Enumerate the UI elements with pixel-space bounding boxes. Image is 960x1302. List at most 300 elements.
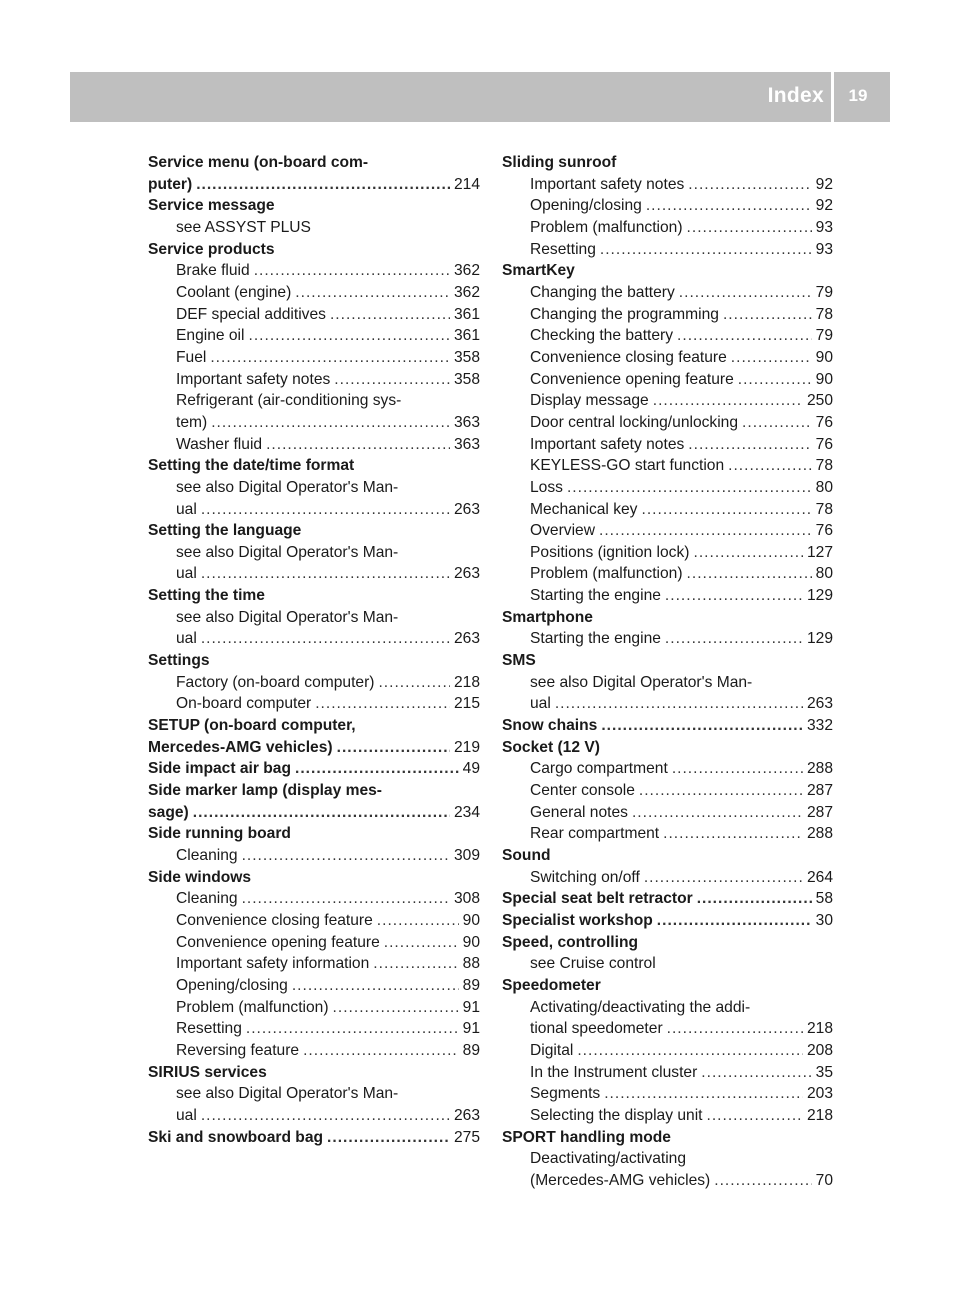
index-subentry bbox=[502, 304, 833, 326]
entry-text: Setting the time bbox=[148, 587, 265, 605]
page-reference: 127 bbox=[806, 543, 833, 561]
dot-leader bbox=[211, 412, 450, 434]
page-reference: 361 bbox=[453, 327, 480, 345]
dot-leader bbox=[378, 672, 450, 694]
index-entry bbox=[502, 152, 833, 174]
index-subentry bbox=[502, 802, 833, 824]
dot-leader bbox=[201, 499, 450, 521]
entry-text: see also Digital Operator's Man- bbox=[176, 1085, 399, 1103]
index-entry bbox=[148, 758, 480, 780]
index-subentry bbox=[502, 390, 833, 412]
index-subentry bbox=[148, 260, 480, 282]
page-reference: 309 bbox=[453, 847, 480, 864]
entry-text: see also Digital Operator's Man- bbox=[176, 608, 399, 626]
dot-leader bbox=[201, 1105, 450, 1127]
index-subentry bbox=[148, 369, 480, 391]
page-reference: 93 bbox=[815, 218, 833, 236]
page-reference: 90 bbox=[815, 370, 833, 388]
index-subentry bbox=[148, 1105, 480, 1127]
page-reference: 263 bbox=[453, 1106, 480, 1124]
entry-text: SIRIUS services bbox=[148, 1063, 267, 1081]
index-subentry bbox=[502, 499, 833, 521]
entry-text: Problem (malfunction) bbox=[530, 565, 683, 583]
index-entry bbox=[502, 737, 833, 759]
index-subentry bbox=[502, 195, 833, 217]
page-reference: 288 bbox=[806, 760, 833, 778]
index-subentry bbox=[502, 1170, 833, 1192]
page-reference: 250 bbox=[806, 392, 833, 410]
index-subentry bbox=[148, 347, 480, 369]
page-reference: 363 bbox=[453, 413, 480, 431]
dot-leader bbox=[334, 369, 450, 391]
entry-text: Speedometer bbox=[502, 976, 601, 994]
index-entry bbox=[148, 737, 480, 759]
dot-leader bbox=[266, 434, 450, 456]
page-reference: 363 bbox=[453, 435, 480, 453]
page-reference: 79 bbox=[815, 283, 833, 301]
page-reference: 264 bbox=[806, 868, 833, 886]
entry-text: Resetting bbox=[176, 1020, 242, 1038]
dot-leader bbox=[303, 1040, 459, 1062]
page-reference: 76 bbox=[815, 435, 833, 453]
page-reference: 35 bbox=[815, 1063, 833, 1081]
index-entry bbox=[502, 910, 833, 932]
entry-text: Positions (ignition lock) bbox=[530, 543, 690, 561]
page-reference: 218 bbox=[806, 1106, 833, 1124]
entry-text: Starting the engine bbox=[530, 587, 661, 605]
index-entry bbox=[502, 975, 833, 997]
index-subentry bbox=[502, 434, 833, 456]
index-subentry bbox=[148, 845, 480, 867]
entry-text: Overview bbox=[530, 522, 595, 540]
dot-leader bbox=[657, 910, 812, 932]
index-subentry bbox=[148, 282, 480, 304]
index-subentry bbox=[502, 563, 833, 585]
entry-text: (Mercedes-AMG vehicles) bbox=[530, 1171, 711, 1189]
index-subentry bbox=[148, 888, 480, 910]
dot-leader bbox=[295, 282, 450, 304]
index-subentry bbox=[502, 412, 833, 434]
entry-text: Setting the language bbox=[148, 522, 302, 540]
dot-leader bbox=[193, 802, 450, 824]
entry-text: On-board computer bbox=[176, 695, 312, 713]
dot-leader bbox=[697, 888, 812, 910]
index-entry bbox=[502, 1127, 833, 1149]
entry-text: Ski and snowboard bag bbox=[148, 1128, 324, 1146]
index-subentry bbox=[148, 434, 480, 456]
dot-leader bbox=[679, 282, 812, 304]
entry-text: KEYLESS-GO start function bbox=[530, 457, 725, 475]
entry-text: General notes bbox=[530, 803, 628, 821]
dot-leader bbox=[249, 325, 450, 347]
page-reference: 80 bbox=[815, 565, 833, 583]
dot-leader bbox=[639, 780, 803, 802]
entry-text: Washer fluid bbox=[176, 435, 263, 453]
index-subentry bbox=[148, 997, 480, 1019]
index-subentry bbox=[148, 304, 480, 326]
page-reference: 208 bbox=[806, 1041, 833, 1059]
entry-text: see Cruise control bbox=[530, 955, 656, 973]
dot-leader bbox=[742, 412, 812, 434]
index-entry bbox=[148, 195, 480, 217]
page-reference: 30 bbox=[815, 911, 833, 929]
index-entry bbox=[502, 932, 833, 954]
entry-text: Snow chains bbox=[502, 717, 598, 735]
index-subentry bbox=[502, 780, 833, 802]
index-entry bbox=[502, 260, 833, 282]
entry-text: see also Digital Operator's Man- bbox=[176, 543, 399, 561]
entry-text: Switching on/off bbox=[530, 868, 640, 886]
entry-text: Convenience opening feature bbox=[176, 933, 380, 951]
index-entry bbox=[502, 715, 833, 737]
index-subentry bbox=[502, 672, 833, 694]
index-column-left bbox=[148, 152, 480, 1148]
index-subentry bbox=[502, 347, 833, 369]
dot-leader bbox=[201, 563, 450, 585]
page-reference: 287 bbox=[806, 803, 833, 821]
entry-text: SPORT handling mode bbox=[502, 1128, 671, 1146]
index-subentry bbox=[502, 628, 833, 650]
index-entry bbox=[502, 888, 833, 910]
page-reference: 76 bbox=[815, 413, 833, 431]
index-subentry bbox=[148, 412, 480, 434]
entry-text: Convenience closing feature bbox=[530, 348, 727, 366]
entry-text: Service message bbox=[148, 197, 275, 215]
entry-text: sage) bbox=[148, 803, 189, 821]
entry-text: In the Instrument cluster bbox=[530, 1063, 698, 1081]
entry-text: Convenience opening feature bbox=[530, 370, 734, 388]
index-subentry bbox=[502, 369, 833, 391]
index-subentry bbox=[148, 975, 480, 997]
index-subentry bbox=[148, 1018, 480, 1040]
dot-leader bbox=[738, 369, 812, 391]
dot-leader bbox=[672, 758, 803, 780]
dot-leader bbox=[242, 845, 450, 867]
page-reference: 89 bbox=[462, 1041, 480, 1059]
index-subentry bbox=[502, 174, 833, 196]
page-reference: 90 bbox=[462, 911, 480, 929]
dot-leader bbox=[723, 304, 812, 326]
entry-text: Sliding sunroof bbox=[502, 154, 617, 171]
dot-leader bbox=[315, 693, 450, 715]
page-reference: 218 bbox=[806, 1020, 833, 1038]
dot-leader bbox=[707, 1105, 803, 1127]
entry-text: Activating/deactivating the addi- bbox=[530, 998, 751, 1016]
page-reference: 234 bbox=[453, 803, 480, 821]
entry-text: Important safety notes bbox=[530, 435, 685, 453]
page-reference: 203 bbox=[806, 1085, 833, 1103]
entry-text: Checking the battery bbox=[530, 327, 674, 345]
page-reference: 78 bbox=[815, 305, 833, 323]
page-reference: 358 bbox=[453, 370, 480, 388]
page-reference: 263 bbox=[453, 630, 480, 648]
index-entry bbox=[148, 585, 480, 607]
entry-text: Deactivating/activating bbox=[530, 1150, 687, 1168]
entry-text: ual bbox=[176, 565, 197, 583]
dot-leader bbox=[292, 975, 459, 997]
dot-leader bbox=[242, 888, 450, 910]
index-subentry bbox=[502, 325, 833, 347]
index-subentry bbox=[148, 499, 480, 521]
entry-text: Engine oil bbox=[176, 327, 245, 345]
page-reference: 92 bbox=[815, 175, 833, 193]
dot-leader bbox=[665, 585, 803, 607]
entry-text: Side marker lamp (display mes- bbox=[148, 782, 383, 800]
index-column-right bbox=[502, 152, 833, 1192]
index-entry bbox=[148, 455, 480, 477]
index-entry bbox=[502, 845, 833, 867]
index-subentry bbox=[148, 542, 480, 564]
entry-text: Resetting bbox=[530, 240, 596, 258]
index-subentry bbox=[148, 953, 480, 975]
dot-leader bbox=[646, 195, 812, 217]
index-entry bbox=[148, 520, 480, 542]
index-subentry bbox=[502, 455, 833, 477]
page-reference: 58 bbox=[815, 890, 833, 908]
index-subentry bbox=[148, 1040, 480, 1062]
dot-leader bbox=[677, 325, 812, 347]
index-subentry bbox=[148, 628, 480, 650]
page-reference: 263 bbox=[453, 500, 480, 518]
entry-text: Brake fluid bbox=[176, 262, 250, 280]
dot-leader bbox=[688, 434, 811, 456]
entry-text: SMS bbox=[502, 652, 536, 670]
entry-text: Side impact air bag bbox=[148, 760, 291, 778]
page-reference: 129 bbox=[806, 587, 833, 605]
dot-leader bbox=[377, 910, 459, 932]
dot-leader bbox=[254, 260, 450, 282]
entry-text: Opening/closing bbox=[176, 976, 288, 994]
index-subentry bbox=[502, 1018, 833, 1040]
entry-text: Rear compartment bbox=[530, 825, 660, 843]
dot-leader bbox=[667, 1018, 803, 1040]
entry-text: Changing the programming bbox=[530, 305, 719, 323]
entry-text: Service menu (on-board com- bbox=[148, 154, 369, 171]
entry-text: Convenience closing feature bbox=[176, 911, 373, 929]
dot-leader bbox=[337, 737, 450, 759]
dot-leader bbox=[663, 823, 803, 845]
entry-text: ual bbox=[530, 695, 551, 713]
page-reference: 90 bbox=[462, 933, 480, 951]
page-reference: 93 bbox=[815, 240, 833, 258]
entry-text: Speed, controlling bbox=[502, 933, 639, 951]
page-reference: 362 bbox=[453, 262, 480, 280]
dot-leader bbox=[567, 477, 812, 499]
index-subentry bbox=[148, 1083, 480, 1105]
entry-text: Side running board bbox=[148, 825, 291, 843]
dot-leader bbox=[201, 628, 450, 650]
entry-text: tem) bbox=[176, 413, 208, 431]
index-entry bbox=[148, 1062, 480, 1084]
entry-text: Cleaning bbox=[176, 847, 238, 864]
page-reference: 287 bbox=[806, 782, 833, 800]
page-reference: 308 bbox=[453, 890, 480, 908]
entry-text: Socket (12 V) bbox=[502, 738, 600, 756]
index-entry bbox=[148, 239, 480, 261]
page-reference: 275 bbox=[453, 1128, 480, 1146]
dot-leader bbox=[295, 758, 459, 780]
page-reference: 332 bbox=[806, 717, 833, 735]
page-reference: 362 bbox=[453, 283, 480, 301]
page-reference: 91 bbox=[462, 1020, 480, 1038]
index-entry bbox=[148, 780, 480, 802]
dot-leader bbox=[728, 455, 812, 477]
entry-text: Side windows bbox=[148, 868, 252, 886]
index-entry bbox=[148, 1127, 480, 1149]
entry-text: Cargo compartment bbox=[530, 760, 668, 778]
entry-text: Mercedes-AMG vehicles) bbox=[148, 738, 333, 756]
entry-text: see ASSYST PLUS bbox=[176, 218, 311, 236]
page-reference: 263 bbox=[453, 565, 480, 583]
index-subentry bbox=[148, 217, 480, 239]
entry-text: Mechanical key bbox=[530, 500, 638, 518]
entry-text: ual bbox=[176, 500, 197, 518]
page-reference: 78 bbox=[815, 500, 833, 518]
dot-leader bbox=[373, 953, 458, 975]
index-subentry bbox=[148, 672, 480, 694]
entry-text: Smartphone bbox=[502, 608, 593, 626]
page-reference: 288 bbox=[806, 825, 833, 843]
page-reference: 70 bbox=[815, 1171, 833, 1189]
dot-leader bbox=[600, 239, 812, 261]
page-reference: 129 bbox=[806, 630, 833, 648]
entry-text: puter) bbox=[148, 175, 193, 193]
index-entry bbox=[148, 650, 480, 672]
entry-text: Sound bbox=[502, 847, 551, 864]
index-subentry bbox=[502, 823, 833, 845]
index-subentry bbox=[148, 693, 480, 715]
index-subentry bbox=[502, 1040, 833, 1062]
index-subentry bbox=[502, 217, 833, 239]
entry-text: see also Digital Operator's Man- bbox=[176, 478, 399, 496]
index-subentry bbox=[502, 520, 833, 542]
index-entry bbox=[148, 152, 480, 174]
dot-leader bbox=[714, 1170, 811, 1192]
index-entry bbox=[148, 867, 480, 889]
index-entry bbox=[148, 823, 480, 845]
dot-leader bbox=[632, 802, 803, 824]
entry-text: ual bbox=[176, 630, 197, 648]
dot-leader bbox=[327, 1127, 450, 1149]
index-subentry bbox=[502, 1083, 833, 1105]
dot-leader bbox=[210, 347, 450, 369]
page-reference: 358 bbox=[453, 348, 480, 366]
page-reference: 90 bbox=[815, 348, 833, 366]
page-reference: 88 bbox=[462, 955, 480, 973]
entry-text: Coolant (engine) bbox=[176, 283, 292, 301]
entry-text: Specialist workshop bbox=[502, 911, 653, 929]
index-subentry bbox=[148, 607, 480, 629]
entry-text: SmartKey bbox=[502, 262, 575, 280]
index-subentry bbox=[148, 932, 480, 954]
entry-text: Loss bbox=[530, 478, 563, 496]
dot-leader bbox=[196, 174, 450, 196]
entry-text: see also Digital Operator's Man- bbox=[530, 673, 753, 691]
entry-text: Fuel bbox=[176, 348, 207, 366]
page-number: 19 bbox=[848, 86, 868, 105]
index-entry bbox=[502, 650, 833, 672]
index-subentry bbox=[502, 1148, 833, 1170]
page-reference: 263 bbox=[806, 695, 833, 713]
index-subentry bbox=[502, 282, 833, 304]
entry-text: Display message bbox=[530, 392, 649, 410]
dot-leader bbox=[644, 867, 803, 889]
entry-text: Setting the date/time format bbox=[148, 457, 355, 475]
page-reference: 92 bbox=[815, 197, 833, 215]
page-reference: 91 bbox=[462, 998, 480, 1016]
entry-text: Digital bbox=[530, 1041, 574, 1059]
dot-leader bbox=[731, 347, 812, 369]
index-subentry bbox=[502, 1105, 833, 1127]
page-reference: 49 bbox=[462, 760, 480, 778]
dot-leader bbox=[330, 304, 450, 326]
index-subentry bbox=[502, 542, 833, 564]
page-title: Index bbox=[767, 84, 824, 107]
index-subentry bbox=[148, 910, 480, 932]
index-entry bbox=[148, 715, 480, 737]
dot-leader bbox=[701, 1062, 811, 1084]
page-reference: 219 bbox=[453, 738, 480, 756]
index-subentry bbox=[148, 390, 480, 412]
dot-leader bbox=[653, 390, 803, 412]
entry-text: Center console bbox=[530, 782, 635, 800]
dot-leader bbox=[555, 693, 803, 715]
index-entry bbox=[502, 607, 833, 629]
entry-text: Starting the engine bbox=[530, 630, 661, 648]
entry-text: Cleaning bbox=[176, 890, 238, 908]
dot-leader bbox=[577, 1040, 803, 1062]
index-subentry bbox=[502, 239, 833, 261]
dot-leader bbox=[665, 628, 803, 650]
index-subentry bbox=[148, 325, 480, 347]
dot-leader bbox=[687, 563, 812, 585]
entry-text: Door central locking/unlocking bbox=[530, 413, 739, 431]
index-subentry bbox=[148, 477, 480, 499]
index-subentry bbox=[502, 758, 833, 780]
page-reference: 218 bbox=[453, 673, 480, 691]
entry-text: Segments bbox=[530, 1085, 601, 1103]
dot-leader bbox=[246, 1018, 459, 1040]
index-subentry bbox=[502, 585, 833, 607]
index-entry bbox=[148, 174, 480, 196]
page-reference: 76 bbox=[815, 522, 833, 540]
dot-leader bbox=[641, 499, 811, 521]
entry-text: Opening/closing bbox=[530, 197, 642, 215]
entry-text: Refrigerant (air-conditioning sys- bbox=[176, 392, 402, 410]
dot-leader bbox=[687, 217, 812, 239]
entry-text: Selecting the display unit bbox=[530, 1106, 703, 1124]
dot-leader bbox=[333, 997, 459, 1019]
page-reference: 80 bbox=[815, 478, 833, 496]
dot-leader bbox=[599, 520, 812, 542]
index-subentry bbox=[502, 477, 833, 499]
entry-text: tional speedometer bbox=[530, 1020, 663, 1038]
page-reference: 215 bbox=[453, 695, 480, 713]
index-subentry bbox=[148, 563, 480, 585]
entry-text: Factory (on-board computer) bbox=[176, 673, 375, 691]
entry-text: Important safety information bbox=[176, 955, 370, 973]
entry-text: SETUP (on-board computer, bbox=[148, 717, 356, 735]
entry-text: Important safety notes bbox=[176, 370, 331, 388]
entry-text: Special seat belt retractor bbox=[502, 890, 693, 908]
header-divider bbox=[831, 72, 834, 122]
entry-text: DEF special additives bbox=[176, 305, 326, 323]
page-reference: 214 bbox=[453, 175, 480, 193]
page-reference: 79 bbox=[815, 327, 833, 345]
entry-text: Reversing feature bbox=[176, 1041, 300, 1059]
page-reference: 89 bbox=[462, 976, 480, 994]
dot-leader bbox=[688, 174, 811, 196]
